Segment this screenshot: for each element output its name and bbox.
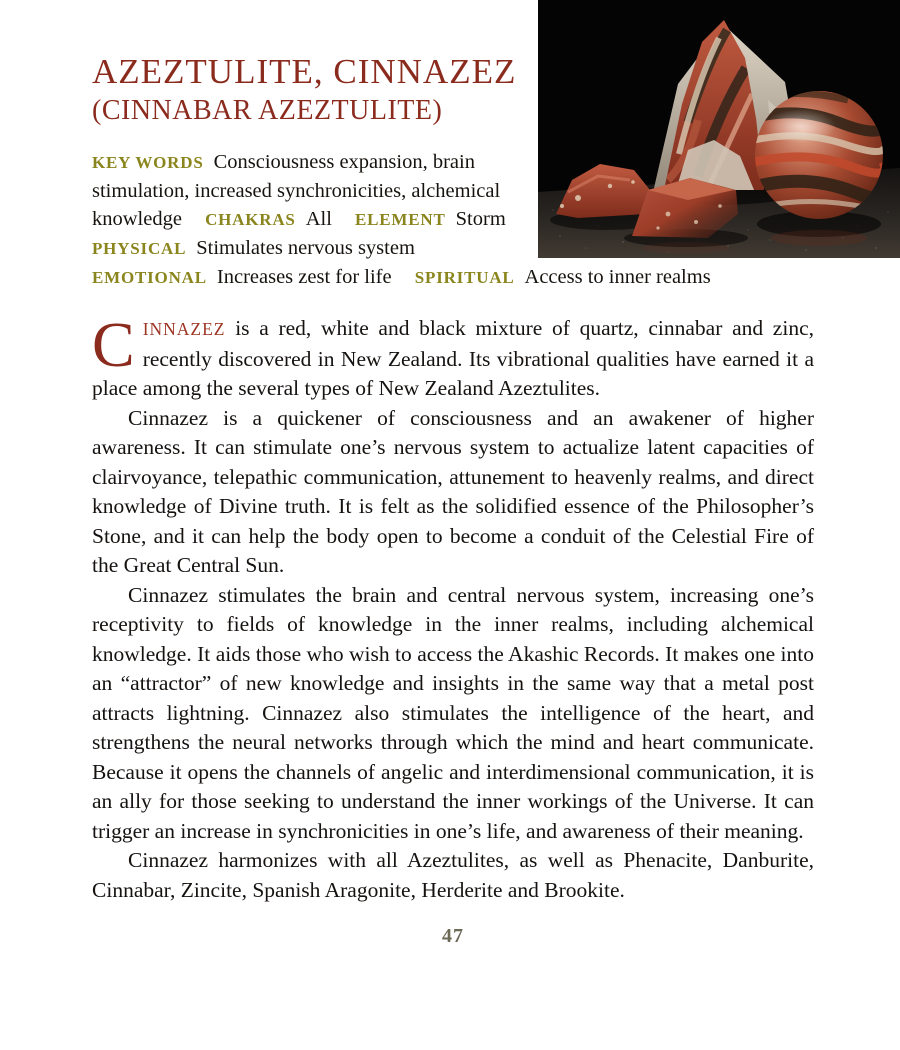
- property-label: ELEMENT: [355, 210, 446, 229]
- property-emotional: [92, 266, 410, 288]
- paragraph-lead-text: is a red, white and black mixture of quartz, cinnabar and zinc, recently discovered in New Zealand. Its vibrational qualities have earned it a place among the several types of New Zealand Azeztulites.: [92, 316, 814, 400]
- property-spiritual: [415, 266, 729, 288]
- property-physical: [92, 237, 433, 259]
- property-label: KEY WORDS: [92, 153, 204, 172]
- property-label: SPIRITUAL: [414, 268, 515, 287]
- paragraph: Cinnazez is a quickener of consciousness and an awakener of higher awareness. It can stimulate one’s nervous system to actualize latent capacities of clairvoyance, telepathic communication, attunement to heavenly realms, and direct knowledge of Divine truth. It is felt as the solidified essence of the Philosopher’s Stone, and it can help the body open to become a conduit of the Celestial Fire of the Great Central Sun.: [92, 405, 814, 577]
- drop-cap: C: [92, 309, 135, 380]
- property-label: CHAKRAS: [205, 210, 296, 229]
- property-value: Storm: [455, 208, 506, 230]
- page-title: AZEZTULITE, CINNAZEZ: [92, 52, 517, 91]
- property-element: [355, 208, 524, 230]
- property-value: Stimulates nervous system: [196, 237, 415, 259]
- mineral-photo-illustration: [538, 0, 900, 258]
- lead-word: INNAZEZ: [142, 319, 226, 339]
- paragraph: Cinnazez stimulates the brain and central nervous system, increasing one’s receptivity to fields of knowledge in the inner realms, including alchemical knowledge. It aids those who wish to access the Akashic Records. It makes one into an “attractor” of new knowledge and insights in the same way that a metal post attracts lightning. Cinnazez also stimulates the intelligence of the heart, and strengthens the neural networks through which the mind and heart communicate. Because it opens the channels of angelic and interdimensional communication, it is an ally for those seeking to understand the inner workings of the Universe. It can trigger an increase in synchronicities in one’s life, and awareness of their meaning.: [92, 582, 814, 843]
- property-label: EMOTIONAL: [92, 268, 207, 287]
- page-subtitle: (CINNABAR AZEZTULITE): [92, 95, 443, 126]
- property-chakras: [205, 208, 350, 230]
- sphere-highlight: [764, 109, 836, 143]
- property-value: Consciousness expansion, brain stimulation, increased synchronicities, alchemical knowledge: [92, 151, 501, 230]
- sphere-reflection: [771, 230, 867, 246]
- slab-reflection: [642, 242, 730, 254]
- page-number: 47: [442, 925, 464, 947]
- property-label: PHYSICAL: [92, 239, 187, 258]
- mineral-photo: [538, 0, 900, 258]
- property-value: All: [305, 208, 332, 230]
- property-value: Increases zest for life: [216, 266, 392, 288]
- paragraph-lead: [92, 309, 814, 404]
- paragraph: Cinnazez harmonizes with all Azeztulites, as well as Phenacite, Danburite, Cinnabar, Zincite, Spanish Aragonite, Herderite and Brookite.: [92, 848, 814, 902]
- property-value: Access to inner realms: [524, 266, 711, 288]
